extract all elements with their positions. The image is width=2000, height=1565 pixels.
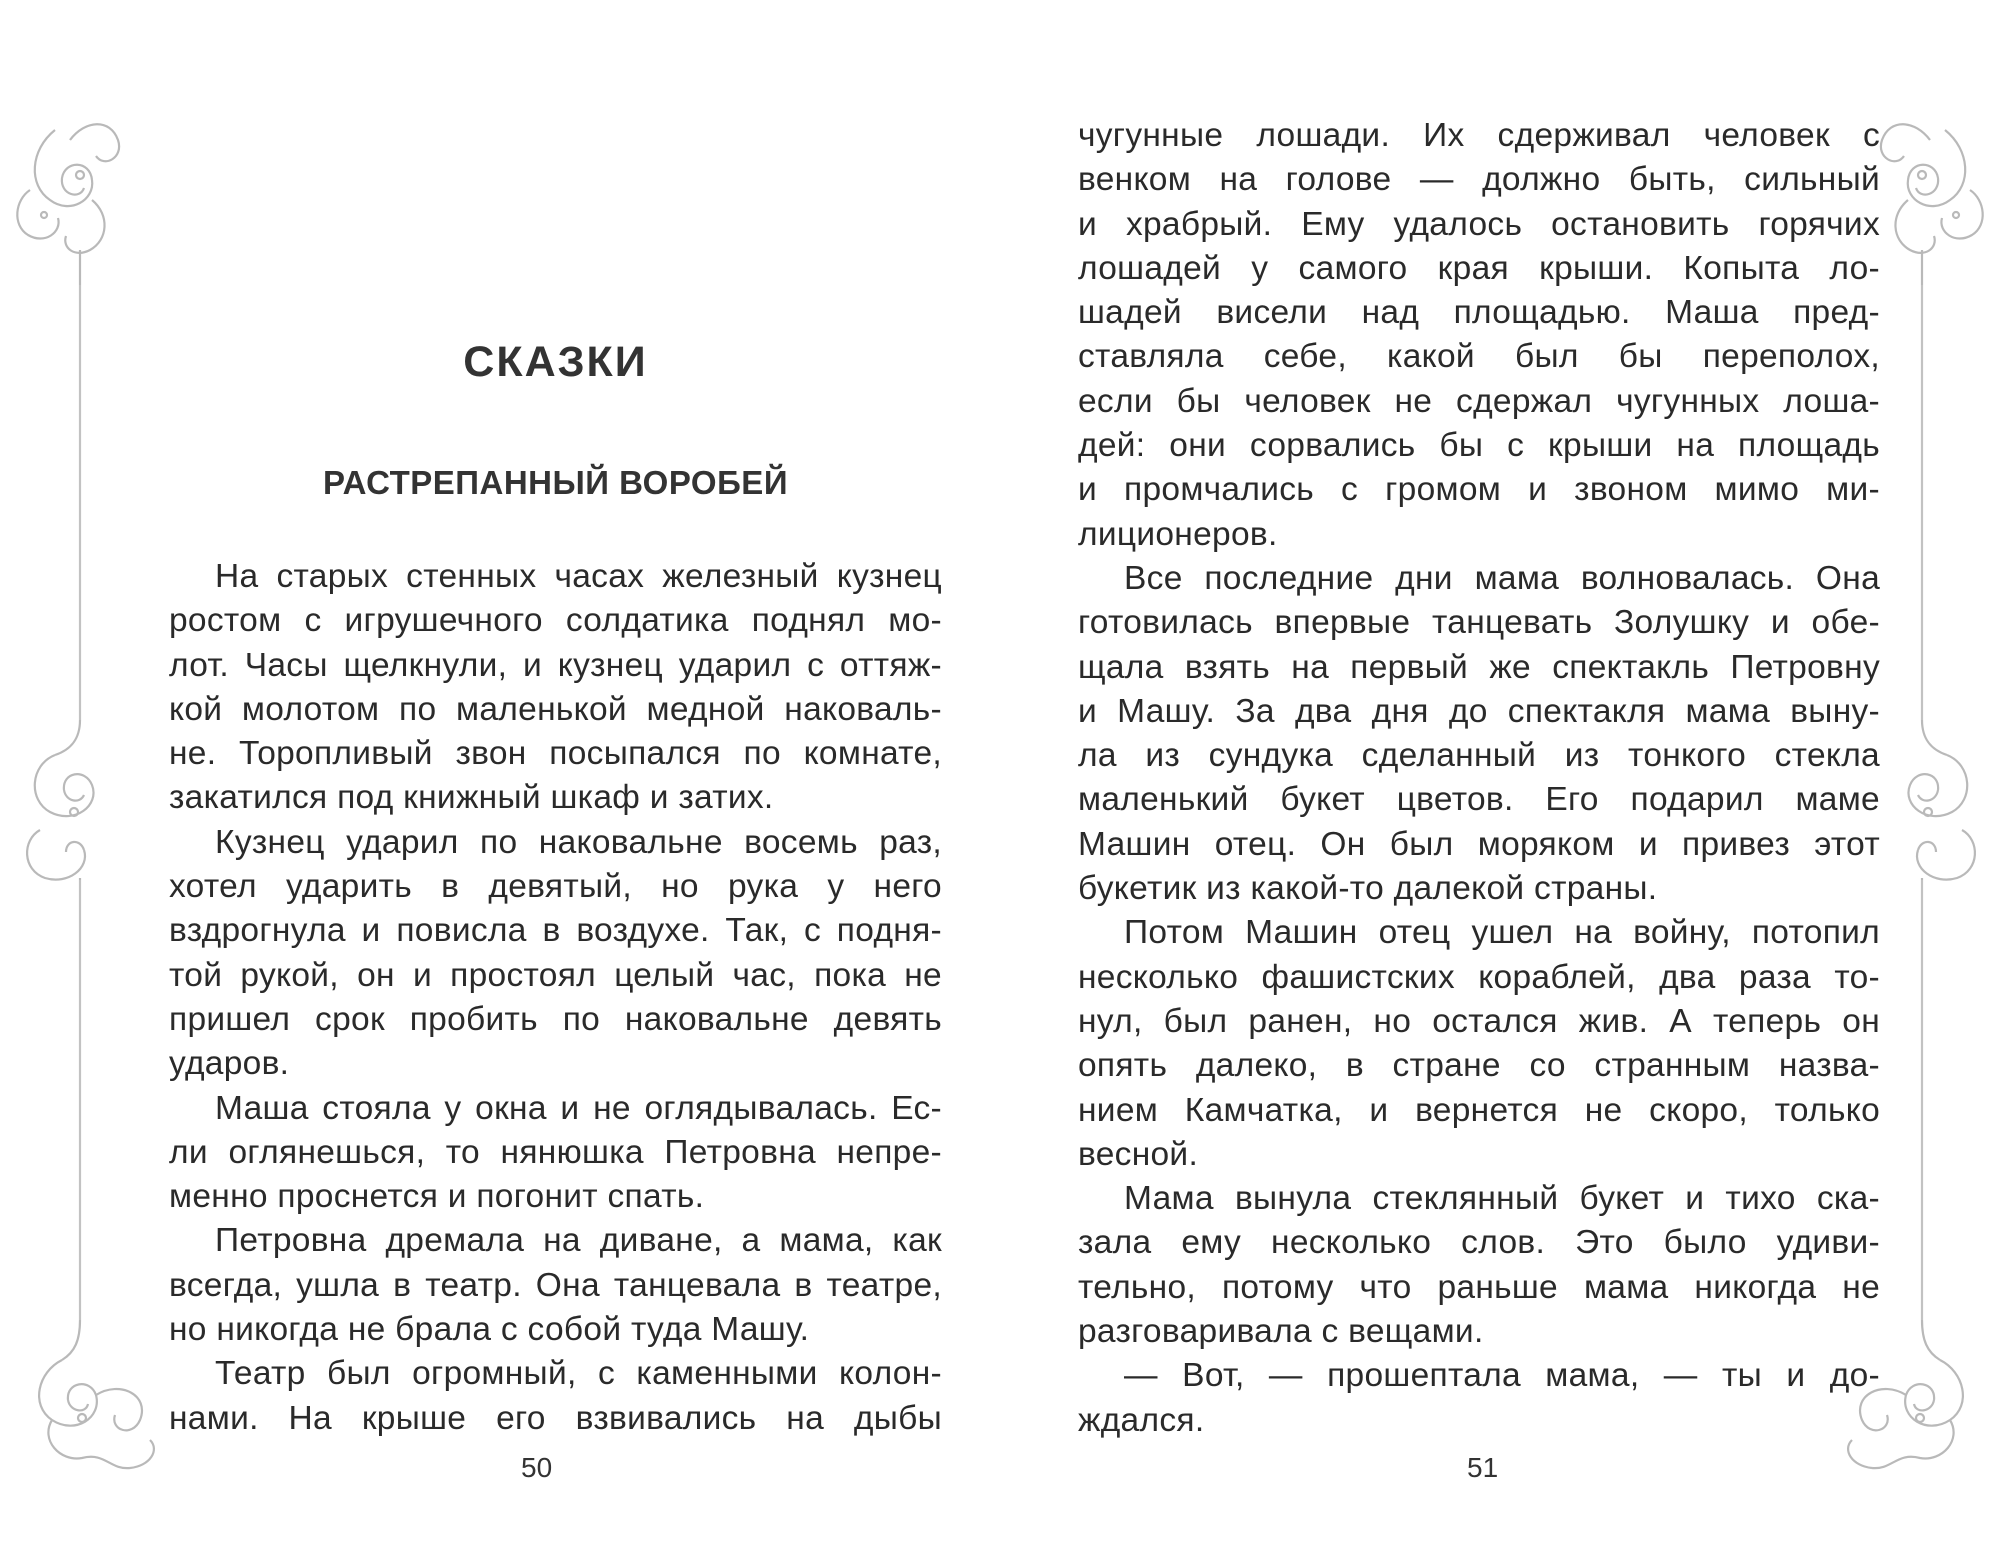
text-line: ла из сундука сделанный из тонкого стекла [1078,737,1880,775]
text-line: весной. [1078,1135,1199,1173]
text-line: дей: они сорвались бы с крыши на площадь [1078,427,1880,465]
text-line: не. Торопливый звон посыпался по комнате, [169,735,942,773]
right-page-text [1078,114,1880,1443]
page-number: 50 [521,1452,553,1483]
text-line: ударов. [169,1045,290,1083]
text-line: Все последние дни мама волновалась. Она [1124,559,1880,597]
text-line: букетик из какой-то далекой страны. [1078,870,1658,908]
text-line: зала ему несколько слов. Это было удиви- [1078,1224,1880,1262]
text-line: всегда, ушла в театр. Она танцевала в театре, [169,1266,942,1304]
text-line: Мама вынула стеклянный букет и тихо ска- [1124,1180,1880,1218]
text-line: ждался. [1078,1401,1205,1439]
text-line: и храбрый. Ему удалось остановить горячих [1078,205,1880,243]
text-line: хотел ударить в девятый, но рука у него [169,868,942,906]
text-line: Петровна дремала на диване, а мама, как [215,1222,942,1260]
page-number: 51 [1467,1452,1499,1483]
text-line: но никогда не брала с собой туда Машу. [169,1311,810,1349]
text-line: На старых стенных часах железный кузнец [215,558,942,595]
text-line: вздрогнула и повисла в воздухе. Так, с подня- [169,912,942,950]
text-line: готовилась впервые танцевать Золушку и обе- [1078,604,1880,642]
text-line: нием Камчатка, и вернется не скоро, только [1078,1091,1880,1129]
text-line: кой молотом по маленькой медной наковаль- [169,690,942,728]
right-page [1000,0,2000,1565]
text-line: маленький букет цветов. Его подарил маме [1078,781,1880,819]
text-line: щала взять на первый же спектакль Петровну [1078,648,1880,686]
text-line: закатился под книжный шкаф и затих. [169,779,774,817]
text-line: шадей висели над площадью. Маша пред- [1078,294,1880,332]
text-line: и Машу. За два дня до спектакля мама выну- [1078,692,1880,730]
section-title: СКАЗКИ [463,338,648,386]
text-line: лошадей у самого края крыши. Копыта ло- [1078,249,1880,287]
text-line: пришел срок пробить по наковальне девять [169,1000,942,1038]
text-line: разговаривала с вещами. [1078,1313,1484,1351]
text-line: тельно, потому что раньше мама никогда не [1078,1268,1880,1306]
text-line: и промчались с громом и звоном мимо ми- [1078,471,1880,509]
text-line: ли оглянешься, то нянюшка Петровна непре- [169,1133,942,1171]
text-line: Маша стояла у окна и не оглядывалась. Ес- [215,1089,942,1127]
text-line: венком на голове — должно быть, сильный [1078,161,1880,199]
text-line: Театр был огромный, с каменными колон- [215,1355,942,1393]
text-line: менно проснется и погонит спать. [169,1178,705,1216]
text-line: несколько фашистских кораблей, два раза то- [1078,958,1880,996]
story-title: РАСТРЕПАННЫЙ ВОРОБЕЙ [322,464,789,501]
text-line: ростом с игрушечного солдатика поднял мо- [169,602,942,640]
text-line: ставляла себе, какой был бы переполох, [1078,338,1880,376]
left-page-text [169,555,942,1441]
text-line: — Вот, — прошептала мама, — ты и до- [1124,1357,1880,1395]
text-line: Кузнец ударил по наковальне восемь раз, [215,823,942,861]
text-line: Машин отец. Он был моряком и привез этот [1078,825,1880,863]
text-line: если бы человек не сдержал чугунных лоша- [1078,382,1880,420]
text-line: лот. Часы щелкнули, и кузнец ударил с оттяж- [169,646,942,684]
text-line: опять далеко, в стране со странным назва- [1078,1047,1880,1085]
text-line: лиционеров. [1078,515,1278,553]
text-line: Потом Машин отец ушел на войну, потопил [1124,914,1880,952]
text-line: той рукой, он и простоял целый час, пока не [169,956,942,994]
text-line: нами. На крыше его взвивались на дыбы [169,1399,942,1437]
text-line: нул, был ранен, но остался жив. А теперь он [1078,1002,1880,1040]
text-line: чугунные лошади. Их сдерживал человек с [1078,117,1880,154]
